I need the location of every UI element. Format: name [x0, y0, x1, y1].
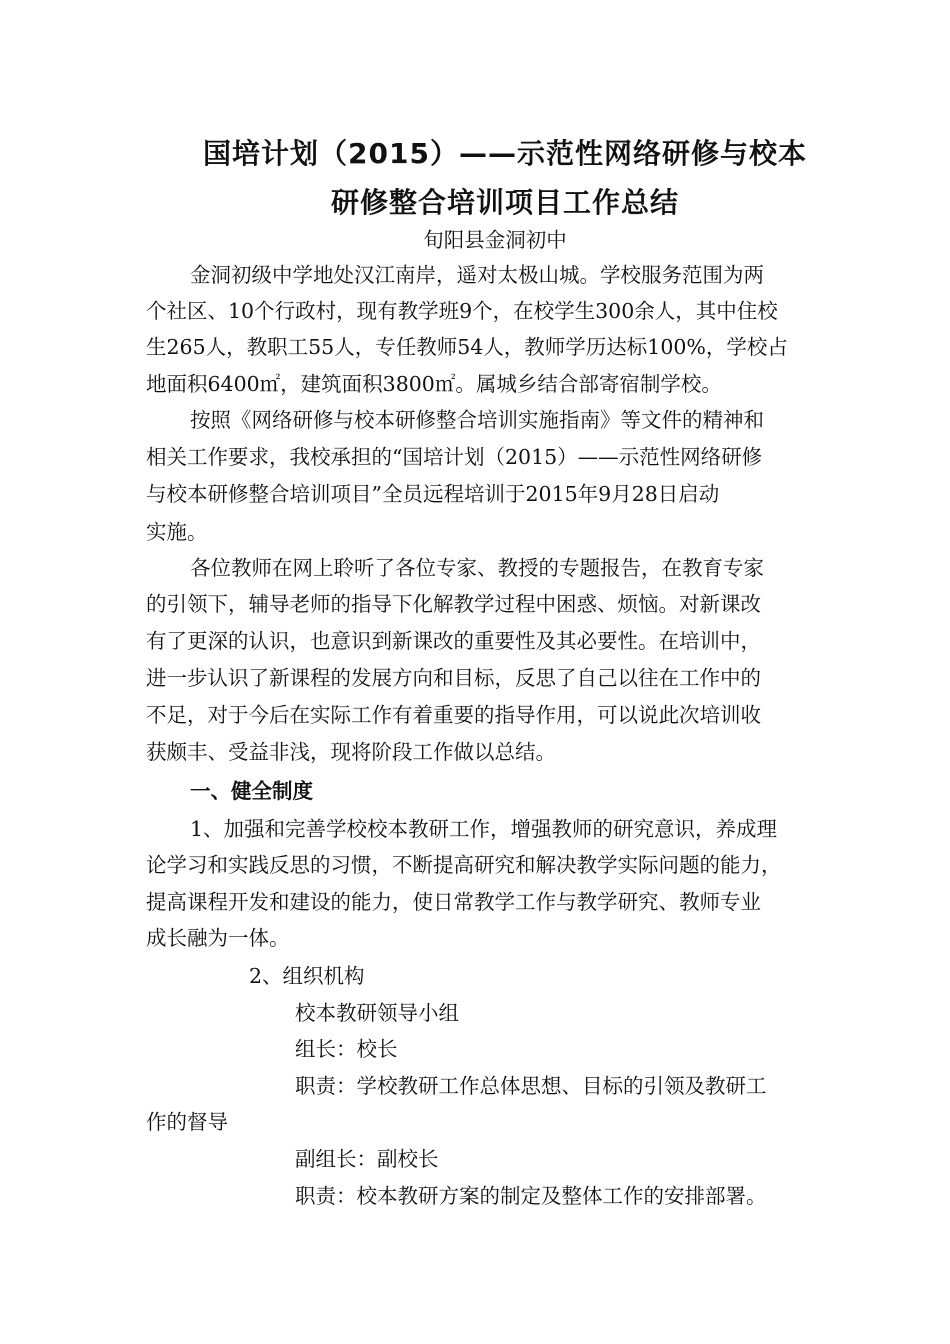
para2-line: 实施。: [146, 520, 208, 544]
para1-line: 金洞初级中学地处汉江南岸，遥对太极山城。学校服务范围为两: [190, 263, 764, 287]
para3-line: 各位教师在网上聆听了各位专家、教授的专题报告，在教育专家: [190, 556, 764, 580]
section-heading: 一、健全制度: [190, 779, 313, 803]
leader-duty-line: 职责：学校教研工作总体思想、目标的引领及教研工: [295, 1074, 767, 1098]
para1-line: 地面积6400㎡，建筑面积3800㎡。属城乡结合部寄宿制学校。: [146, 372, 722, 396]
vice-duty-line: 职责：校本教研方案的制定及整体工作的安排部署。: [295, 1184, 767, 1208]
document-title-line-1: 国培计划（2015）——示范性网络研修与校本: [203, 137, 807, 170]
item1-line: 成长融为一体。: [146, 926, 290, 950]
document-title-line-2: 研修整合培训项目工作总结: [330, 186, 679, 219]
para2-line: 相关工作要求，我校承担的“国培计划（2015）——示范性网络研修: [146, 445, 763, 469]
para3-line: 获颇丰、受益非浅，现将阶段工作做以总结。: [146, 740, 556, 764]
para2-line: 按照《网络研修与校本研修整合培训实施指南》等文件的精神和: [190, 408, 764, 432]
para3-line: 的引领下，辅导老师的指导下化解教学过程中困惑、烦恼。对新课改: [146, 592, 761, 616]
leader-line: 组长：校长: [295, 1037, 398, 1061]
para1-line: 个社区、10个行政村，现有教学班9个，在校学生300余人，其中住校: [146, 299, 778, 323]
item2-heading: 2、组织机构: [249, 964, 365, 988]
item1-line: 提高课程开发和建设的能力，使日常教学工作与教学研究、教师专业: [146, 890, 761, 914]
leader-duty-line: 作的督导: [146, 1110, 228, 1134]
group-name: 校本教研领导小组: [295, 1001, 459, 1025]
para2-line: 与校本研修整合培训项目”全员远程培训于2015年9月28日启动: [146, 482, 720, 506]
para3-line: 进一步认识了新课程的发展方向和目标，反思了自己以往在工作中的: [146, 666, 761, 690]
vice-leader-line: 副组长：副校长: [295, 1147, 439, 1171]
item1-line: 1、加强和完善学校校本教研工作，增强教师的研究意识，养成理: [190, 817, 778, 841]
school-name: 旬阳县金洞初中: [423, 228, 567, 252]
item1-line: 论学习和实践反思的习惯，不断提高研究和解决教学实际问题的能力，: [146, 853, 782, 877]
para3-line: 不足，对于今后在实际工作有着重要的指导作用，可以说此次培训收: [146, 703, 761, 727]
para1-line: 生265人，教职工55人，专任教师54人，教师学历达标100%，学校占: [146, 335, 788, 359]
para3-line: 有了更深的认识，也意识到新课改的重要性及其必要性。在培训中，: [146, 629, 761, 653]
